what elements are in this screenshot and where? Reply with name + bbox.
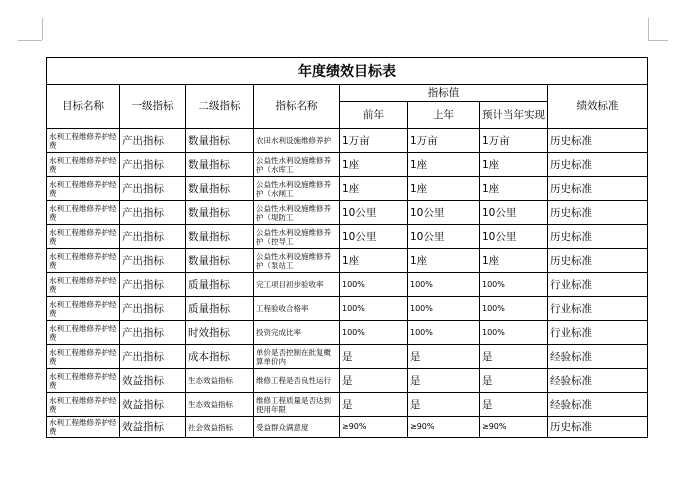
standard-cell: 经验标准 <box>548 393 648 417</box>
level1-cell: 产出指标 <box>120 201 186 225</box>
level1-cell: 产出指标 <box>120 297 186 321</box>
indicator-name-cell: 单价是否控制在批复概算单价内 <box>254 345 340 369</box>
level1-cell: 产出指标 <box>120 129 186 153</box>
goal-cell: 水利工程维修养护经费 <box>47 369 120 393</box>
table-row <box>47 153 648 177</box>
level2-cell: 数量指标 <box>186 153 254 177</box>
level2-cell: 时效指标 <box>186 321 254 345</box>
goal-cell: 水利工程维修养护经费 <box>47 321 120 345</box>
header-expected-current: 预计当年实现 <box>480 102 548 129</box>
level2-cell: 成本指标 <box>186 345 254 369</box>
previous-year-cell: 100% <box>340 273 408 297</box>
previous-year-cell: 10公里 <box>340 201 408 225</box>
level2-cell: 数量指标 <box>186 201 254 225</box>
last-year-cell: 10公里 <box>408 201 480 225</box>
header-indicator-name: 指标名称 <box>254 85 340 129</box>
indicator-name-cell: 完工项目初步验收率 <box>254 273 340 297</box>
previous-year-cell: 1座 <box>340 177 408 201</box>
table-row <box>47 321 648 345</box>
standard-cell: 历史标准 <box>548 249 648 273</box>
goal-cell: 水利工程维修养护经费 <box>47 297 120 321</box>
header-standard: 绩效标准 <box>548 85 648 129</box>
expected-cell: 是 <box>480 345 548 369</box>
header-goal-name: 目标名称 <box>47 85 120 129</box>
crop-mark <box>648 18 649 40</box>
level1-cell: 产出指标 <box>120 345 186 369</box>
level2-cell: 社会效益指标 <box>186 417 254 438</box>
goal-cell: 水利工程维修养护经费 <box>47 225 120 249</box>
last-year-cell: 是 <box>408 369 480 393</box>
last-year-cell: ≥90% <box>408 417 480 438</box>
standard-cell: 经验标准 <box>548 345 648 369</box>
last-year-cell: 10公里 <box>408 225 480 249</box>
table-row <box>47 129 648 153</box>
previous-year-cell: 1万亩 <box>340 129 408 153</box>
table-row <box>47 225 648 249</box>
indicator-name-cell: 工程验收合格率 <box>254 297 340 321</box>
indicator-name-cell: 公益性水利设施维修养护（水闸工 <box>254 177 340 201</box>
level1-cell: 产出指标 <box>120 153 186 177</box>
last-year-cell: 是 <box>408 345 480 369</box>
level2-cell: 数量指标 <box>186 129 254 153</box>
last-year-cell: 是 <box>408 393 480 417</box>
header-indicator-value: 指标值 <box>340 85 548 102</box>
previous-year-cell: 10公里 <box>340 225 408 249</box>
expected-cell: 1座 <box>480 153 548 177</box>
expected-cell: 100% <box>480 321 548 345</box>
goal-cell: 水利工程维修养护经费 <box>47 177 120 201</box>
table-row <box>47 273 648 297</box>
expected-cell: ≥90% <box>480 417 548 438</box>
standard-cell: 行业标准 <box>548 297 648 321</box>
indicator-name-cell: 维修工程质量是否达到使用年限 <box>254 393 340 417</box>
table-title: 年度绩效目标表 <box>47 58 648 85</box>
goal-cell: 水利工程维修养护经费 <box>47 417 120 438</box>
expected-cell: 100% <box>480 273 548 297</box>
last-year-cell: 100% <box>408 321 480 345</box>
header-level2: 二级指标 <box>186 85 254 129</box>
expected-cell: 是 <box>480 369 548 393</box>
level1-cell: 产出指标 <box>120 177 186 201</box>
standard-cell: 历史标准 <box>548 177 648 201</box>
expected-cell: 1座 <box>480 177 548 201</box>
level1-cell: 产出指标 <box>120 321 186 345</box>
goal-cell: 水利工程维修养护经费 <box>47 201 120 225</box>
table-row <box>47 249 648 273</box>
standard-cell: 经验标准 <box>548 369 648 393</box>
expected-cell: 100% <box>480 297 548 321</box>
expected-cell: 是 <box>480 393 548 417</box>
level2-cell: 数量指标 <box>186 249 254 273</box>
indicator-name-cell: 投资完成比率 <box>254 321 340 345</box>
last-year-cell: 100% <box>408 297 480 321</box>
level1-cell: 产出指标 <box>120 273 186 297</box>
indicator-name-cell: 公益性水利设施维修养护（水库工 <box>254 153 340 177</box>
standard-cell: 行业标准 <box>548 321 648 345</box>
standard-cell: 历史标准 <box>548 225 648 249</box>
goal-cell: 水利工程维修养护经费 <box>47 345 120 369</box>
crop-mark <box>42 18 43 40</box>
level2-cell: 数量指标 <box>186 177 254 201</box>
indicator-name-cell: 公益性水利设施维修养护（控导工 <box>254 225 340 249</box>
last-year-cell: 1座 <box>408 177 480 201</box>
table-row <box>47 201 648 225</box>
expected-cell: 1座 <box>480 249 548 273</box>
goal-cell: 水利工程维修养护经费 <box>47 129 120 153</box>
last-year-cell: 1座 <box>408 153 480 177</box>
table-row <box>47 417 648 438</box>
level2-cell: 质量指标 <box>186 273 254 297</box>
goal-cell: 水利工程维修养护经费 <box>47 273 120 297</box>
last-year-cell: 1座 <box>408 249 480 273</box>
indicator-name-cell: 维修工程是否良性运行 <box>254 369 340 393</box>
header-previous-year: 前年 <box>340 102 408 129</box>
last-year-cell: 100% <box>408 273 480 297</box>
table-row <box>47 297 648 321</box>
table-row <box>47 393 648 417</box>
previous-year-cell: 是 <box>340 393 408 417</box>
table-row <box>47 369 648 393</box>
indicator-name-cell: 农田水利设施维修养护 <box>254 129 340 153</box>
level1-cell: 产出指标 <box>120 249 186 273</box>
previous-year-cell: 1座 <box>340 153 408 177</box>
indicator-name-cell: 公益性水利设施维修养护（堤防工 <box>254 201 340 225</box>
goal-cell: 水利工程维修养护经费 <box>47 393 120 417</box>
expected-cell: 10公里 <box>480 201 548 225</box>
standard-cell: 历史标准 <box>548 417 648 438</box>
level1-cell: 效益指标 <box>120 369 186 393</box>
standard-cell: 历史标准 <box>548 201 648 225</box>
crop-mark <box>648 40 668 41</box>
level2-cell: 生态效益指标 <box>186 393 254 417</box>
previous-year-cell: 100% <box>340 321 408 345</box>
header-last-year: 上年 <box>408 102 480 129</box>
previous-year-cell: 100% <box>340 297 408 321</box>
performance-goal-table <box>46 57 648 438</box>
crop-mark <box>18 40 42 41</box>
header-level1: 一级指标 <box>120 85 186 129</box>
previous-year-cell: ≥90% <box>340 417 408 438</box>
standard-cell: 历史标准 <box>548 153 648 177</box>
last-year-cell: 1万亩 <box>408 129 480 153</box>
goal-cell: 水利工程维修养护经费 <box>47 249 120 273</box>
table-row <box>47 345 648 369</box>
indicator-name-cell: 公益性水利设施维修养护（泵站工 <box>254 249 340 273</box>
level1-cell: 产出指标 <box>120 225 186 249</box>
level2-cell: 生态效益指标 <box>186 369 254 393</box>
level2-cell: 数量指标 <box>186 225 254 249</box>
standard-cell: 历史标准 <box>548 129 648 153</box>
previous-year-cell: 是 <box>340 369 408 393</box>
previous-year-cell: 1座 <box>340 249 408 273</box>
level1-cell: 效益指标 <box>120 393 186 417</box>
expected-cell: 10公里 <box>480 225 548 249</box>
standard-cell: 行业标准 <box>548 273 648 297</box>
goal-cell: 水利工程维修养护经费 <box>47 153 120 177</box>
table-row <box>47 177 648 201</box>
previous-year-cell: 是 <box>340 345 408 369</box>
indicator-name-cell: 受益群众满意度 <box>254 417 340 438</box>
level2-cell: 质量指标 <box>186 297 254 321</box>
level1-cell: 效益指标 <box>120 417 186 438</box>
expected-cell: 1万亩 <box>480 129 548 153</box>
